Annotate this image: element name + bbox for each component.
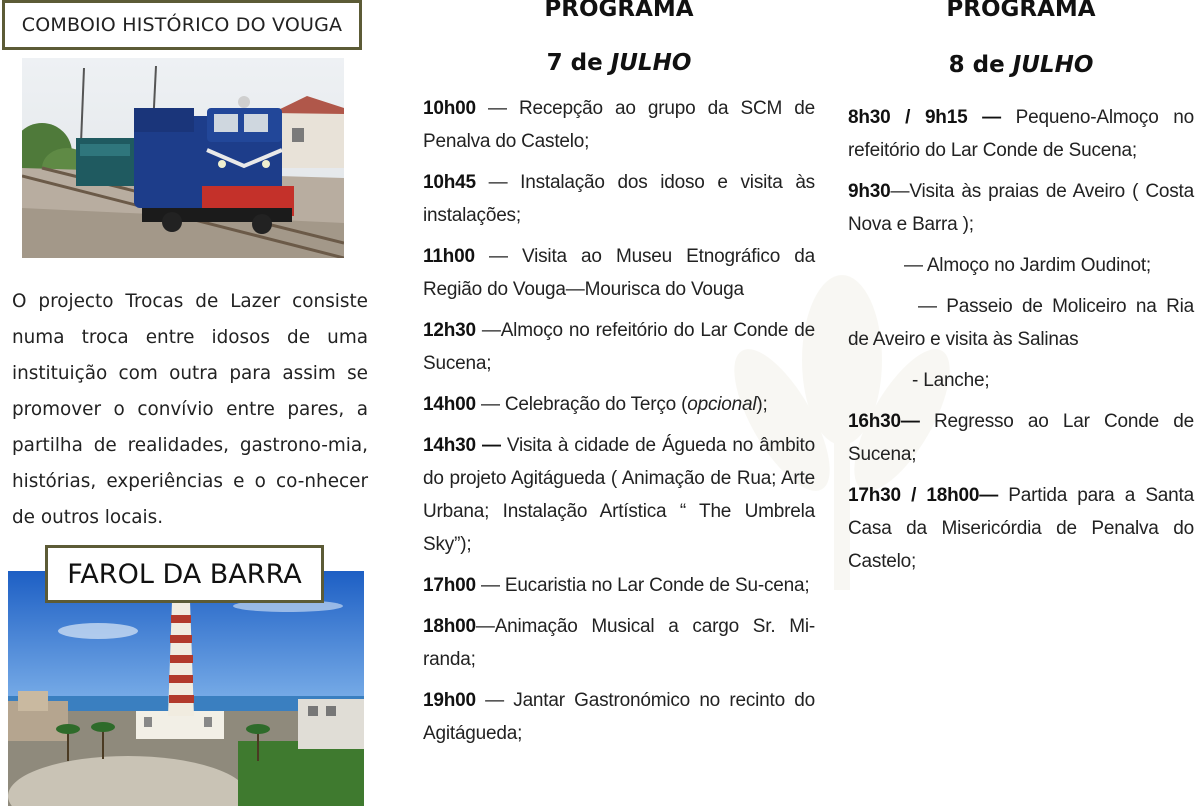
schedule-entry	[423, 569, 815, 602]
entry-text: Partida para a Santa Casa da Misericórdia de Penalva do Castelo;	[848, 485, 1194, 572]
entry-text: Instalação dos idoso e visita às instalações;	[423, 172, 815, 226]
entry-text: — Almoço no Jardim Oudinot;	[904, 255, 1151, 276]
schedule-entry	[423, 684, 815, 750]
day1-heading: PROGRAMA	[544, 0, 694, 22]
entry-time: 10h45	[423, 172, 476, 193]
entry-sep: —	[475, 690, 514, 711]
schedule-entry	[848, 101, 1194, 167]
entry-text: Regresso ao Lar Conde de Sucena;	[848, 411, 1194, 465]
entry-time: 16h30—	[848, 411, 920, 432]
entry-time: 14h00	[423, 394, 476, 415]
day2-heading: PROGRAMA	[946, 0, 1096, 22]
schedule-entry	[423, 388, 815, 421]
day1-date	[423, 50, 815, 76]
schedule-entry	[423, 610, 815, 676]
entry-text: Almoço no refeitório do Lar Conde de Sucena;	[423, 320, 815, 374]
entry-text: Animação Musical a cargo Sr. Mi-randa;	[423, 616, 815, 670]
entry-time: 17h00	[423, 575, 476, 596]
day1-date-month: JULHO	[610, 50, 692, 76]
entry-time: 14h30 —	[423, 435, 501, 456]
entry-text: —Visita às praias de Aveiro ( Costa Nova e Barra );	[848, 181, 1194, 235]
entry-time: 18h00	[423, 616, 476, 637]
entry-sep: —	[474, 246, 522, 267]
schedule-entry	[848, 405, 1194, 471]
entry-sep: —	[475, 172, 521, 193]
farol-title-box	[45, 545, 324, 603]
day2-entries	[848, 101, 1194, 586]
schedule-entry	[423, 166, 815, 232]
entry-sep: —	[475, 98, 519, 119]
entry-sep: —	[475, 575, 505, 596]
schedule-entry	[423, 92, 815, 158]
entry-sep: —	[475, 320, 501, 341]
day2-date-month: JULHO	[1012, 52, 1094, 78]
schedule-entry	[848, 249, 1194, 282]
day2-date	[848, 52, 1194, 78]
program-day2	[848, 0, 1194, 806]
day2-date-prefix: 8 de	[948, 52, 1013, 78]
farol-title: FAROL DA BARRA	[67, 558, 302, 590]
entry-time: 11h00	[423, 246, 475, 267]
entry-text: Recepção ao grupo da SCM de Penalva do Castelo;	[423, 98, 815, 152]
schedule-entry	[423, 429, 815, 561]
day1-date-prefix: 7 de	[546, 50, 611, 76]
entry-text: Eucaristia no Lar Conde de Su-cena;	[504, 575, 810, 596]
entry-time: 12h30	[423, 320, 476, 341]
entry-time: 17h30 / 18h00—	[848, 485, 999, 506]
train-photo	[22, 58, 344, 258]
schedule-entry	[423, 240, 815, 306]
schedule-entry	[848, 290, 1194, 356]
schedule-entry	[848, 175, 1194, 241]
entry-text: — Passeio de Moliceiro na Ria de Aveiro e visita às Salinas	[848, 296, 1194, 350]
entry-time: 19h00	[423, 690, 476, 711]
entry-text: Visita ao Museu Etnográfico da Região do Vouga—Mourisca do Vouga	[423, 246, 815, 300]
schedule-entry	[848, 364, 1194, 397]
schedule-entry	[423, 314, 815, 380]
entry-text-italic: opcional	[687, 394, 757, 415]
entry-text: Celebração do Terço (	[504, 394, 688, 415]
entry-sep: —	[475, 394, 505, 415]
program-day1	[423, 0, 815, 806]
day1-entries	[423, 92, 815, 758]
train-title-box	[2, 0, 362, 50]
intro-paragraph: O projecto Trocas de Lazer consiste numa troca entre idosos de uma instituição com outra para assim se promover o convívio entre pares, a partilha de realidades, gastrono-mia, histórias, experiências e o co-nhecer de outros locais.	[12, 291, 368, 528]
lighthouse-photo	[8, 571, 364, 806]
entry-time: 9h30	[848, 181, 891, 202]
entry-time: 10h00	[423, 98, 476, 119]
entry-time: 8h30 / 9h15 —	[848, 107, 1001, 128]
entry-text: Jantar Gastronómico no recinto do Agitágueda;	[423, 690, 815, 744]
schedule-entry	[848, 479, 1194, 578]
entry-text: Visita à cidade de Águeda no âmbito do projeto Agitágueda ( Animação de Rua; Arte Urbana; Instalação Artística “ The Umbrela Sky”);	[423, 435, 815, 555]
entry-text: - Lanche;	[912, 370, 990, 391]
train-title: COMBOIO HISTÓRICO DO VOUGA	[21, 14, 343, 36]
entry-text: );	[756, 394, 768, 415]
entry-sep: —	[475, 616, 495, 637]
entry-text: Pequeno-Almoço no refeitório do Lar Conde de Sucena;	[848, 107, 1194, 161]
left-panel	[0, 0, 380, 806]
